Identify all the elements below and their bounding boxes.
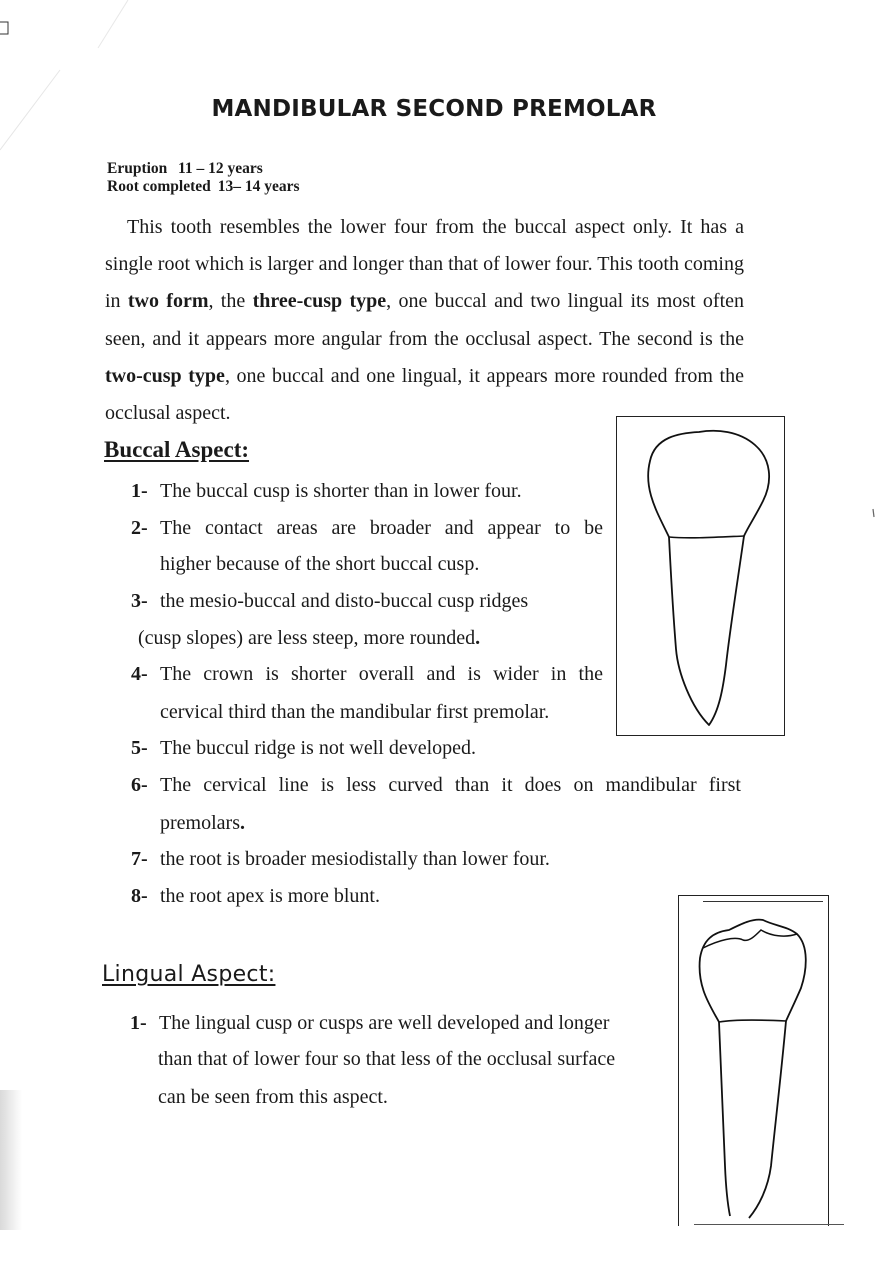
buccal-item-5 xyxy=(131,736,476,760)
page-title: MANDIBULAR SECOND PREMOLAR xyxy=(211,96,657,122)
root-completed-label: Root completed xyxy=(107,178,211,195)
item-text: The contact areas are broader and appear to be xyxy=(160,517,603,539)
item-number: 1- xyxy=(131,480,148,502)
intro-text: , one buccal and one lingual, it appears more rounded from the occlusal aspect. xyxy=(105,364,744,425)
buccal-aspect-heading: Buccal Aspect: xyxy=(104,437,250,462)
lingual-item-1-cont: can be seen from this aspect. xyxy=(158,1086,388,1108)
item-number: 4- xyxy=(131,663,148,685)
lingual-item-1 xyxy=(130,1011,609,1035)
item-text: the mesio-buccal and disto-buccal cusp ridges xyxy=(160,590,529,612)
lingual-aspect-heading: Lingual Aspect: xyxy=(102,962,276,987)
buccal-item-3-cont xyxy=(138,626,480,650)
item-number: 3- xyxy=(131,590,148,612)
item-period: . xyxy=(239,812,245,834)
buccal-item-6 xyxy=(131,773,741,797)
item-text: The cervical line is less curved than it does on mandibular first xyxy=(160,774,741,796)
item-number: 7- xyxy=(131,848,148,870)
buccal-view-drawing xyxy=(616,416,785,736)
item-text: premolars xyxy=(160,812,240,834)
item-number: 8- xyxy=(131,885,148,907)
item-text: (cusp slopes) are less steep, more rounded xyxy=(138,627,476,649)
item-text: The crown is shorter overall and is wider in the xyxy=(160,663,603,685)
item-period: . xyxy=(475,627,481,649)
intro-bold-two-cusp: two-cusp type xyxy=(105,364,225,387)
figure-frame-line xyxy=(703,901,823,902)
root-completed-line xyxy=(107,177,300,196)
eruption-line xyxy=(107,159,263,178)
item-text: the root is broader mesiodistally than lower four. xyxy=(160,848,550,870)
tooth-outline-buccal-icon xyxy=(617,417,784,735)
buccal-item-2-cont: higher because of the short buccal cusp. xyxy=(160,553,480,575)
buccal-item-7 xyxy=(131,847,550,871)
intro-text: , the xyxy=(208,290,253,313)
intro-text: , one buccal and two lingual its most often seen, and it appears more angular from the occlusal aspect. The second is the xyxy=(105,290,745,350)
item-number: 6- xyxy=(131,774,148,796)
item-text: The buccal cusp is shorter than in lower four. xyxy=(160,480,522,502)
root-completed-value: 13– 14 years xyxy=(217,178,300,195)
buccal-item-3 xyxy=(131,589,528,613)
intro-text: This tooth resembles the lower four from the buccal aspect only. It has a single root which is larger and longer than that of lower four. This tooth coming in xyxy=(105,216,744,313)
buccal-item-6-cont xyxy=(160,811,245,835)
item-number: 5- xyxy=(131,737,148,759)
item-number: 2- xyxy=(131,517,148,539)
item-text: The buccul ridge is not well developed. xyxy=(160,737,477,759)
intro-paragraph xyxy=(105,209,744,432)
intro-bold-three-cusp: three-cusp type xyxy=(252,290,387,313)
buccal-item-4 xyxy=(131,662,603,686)
eruption-value: 11 – 12 years xyxy=(178,160,263,177)
item-text: the root apex is more blunt. xyxy=(160,885,380,907)
buccal-item-8 xyxy=(131,884,380,908)
buccal-item-2 xyxy=(131,516,603,540)
item-number: 1- xyxy=(130,1012,147,1034)
eruption-label: Eruption xyxy=(107,160,168,177)
buccal-item-1 xyxy=(131,479,522,503)
item-text: The lingual cusp or cusps are well developed and longer xyxy=(159,1012,610,1034)
lingual-item-1-cont: than that of lower four so that less of the occlusal surface xyxy=(158,1048,616,1070)
lingual-view-drawing xyxy=(678,895,829,1226)
buccal-item-4-cont: cervical third than the mandibular first premolar. xyxy=(160,701,550,723)
tooth-outline-lingual-icon xyxy=(679,896,828,1226)
intro-bold-two-form: two form xyxy=(127,290,209,313)
figure-bottom-line xyxy=(694,1224,844,1225)
